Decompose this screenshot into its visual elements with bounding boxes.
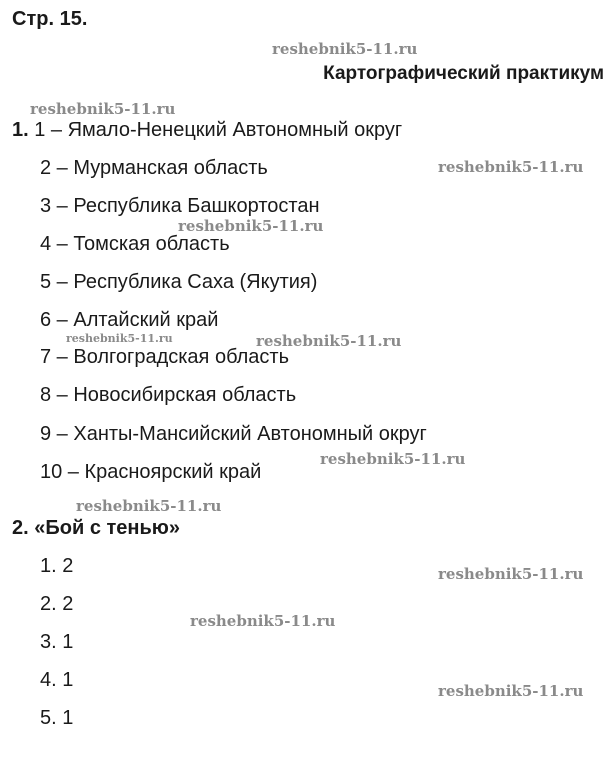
task1-item: 1 – Ямало-Ненецкий Автономный округ <box>34 119 403 141</box>
task2-item: 2. 2 <box>40 593 74 615</box>
watermark: reshebnik5-11.ru <box>272 40 418 58</box>
task2-item: 5. 1 <box>40 707 74 729</box>
task1-item: 6 – Алтайский край <box>40 309 219 331</box>
task2-title: «Бой с тенью» <box>34 517 180 539</box>
task1-item: 4 – Томская область <box>40 233 230 255</box>
task1-line-1 <box>12 119 402 142</box>
watermark: reshebnik5-11.ru <box>178 217 324 235</box>
task1-item: 8 – Новосибирская область <box>40 384 297 406</box>
task1-item: 9 – Ханты-Мансийский Автономный округ <box>40 423 427 445</box>
task1-item: 3 – Республика Башкортостан <box>40 195 320 217</box>
watermark: reshebnik5-11.ru <box>30 100 176 118</box>
task2-heading <box>12 517 180 540</box>
watermark: reshebnik5-11.ru <box>438 682 584 700</box>
watermark: reshebnik5-11.ru <box>66 332 173 345</box>
task2-item: 4. 1 <box>40 669 74 691</box>
task1-item: 7 – Волгоградская область <box>40 346 289 368</box>
task1-item: 5 – Республика Саха (Якутия) <box>40 271 318 293</box>
task2-number: 2. <box>12 517 29 539</box>
watermark: reshebnik5-11.ru <box>76 497 222 515</box>
section-title: Картографический практикум <box>323 63 604 84</box>
task2-item: 1. 2 <box>40 555 74 577</box>
task1-item: 2 – Мурманская область <box>40 157 268 179</box>
page-title: Стр. 15. <box>12 8 88 30</box>
task1-number: 1. <box>12 119 29 141</box>
watermark: reshebnik5-11.ru <box>438 565 584 583</box>
task1-item: 10 – Красноярский край <box>40 461 262 483</box>
watermark: reshebnik5-11.ru <box>320 450 466 468</box>
task2-item: 3. 1 <box>40 631 74 653</box>
watermark: reshebnik5-11.ru <box>438 158 584 176</box>
watermark: reshebnik5-11.ru <box>256 332 402 350</box>
watermark: reshebnik5-11.ru <box>190 612 336 630</box>
